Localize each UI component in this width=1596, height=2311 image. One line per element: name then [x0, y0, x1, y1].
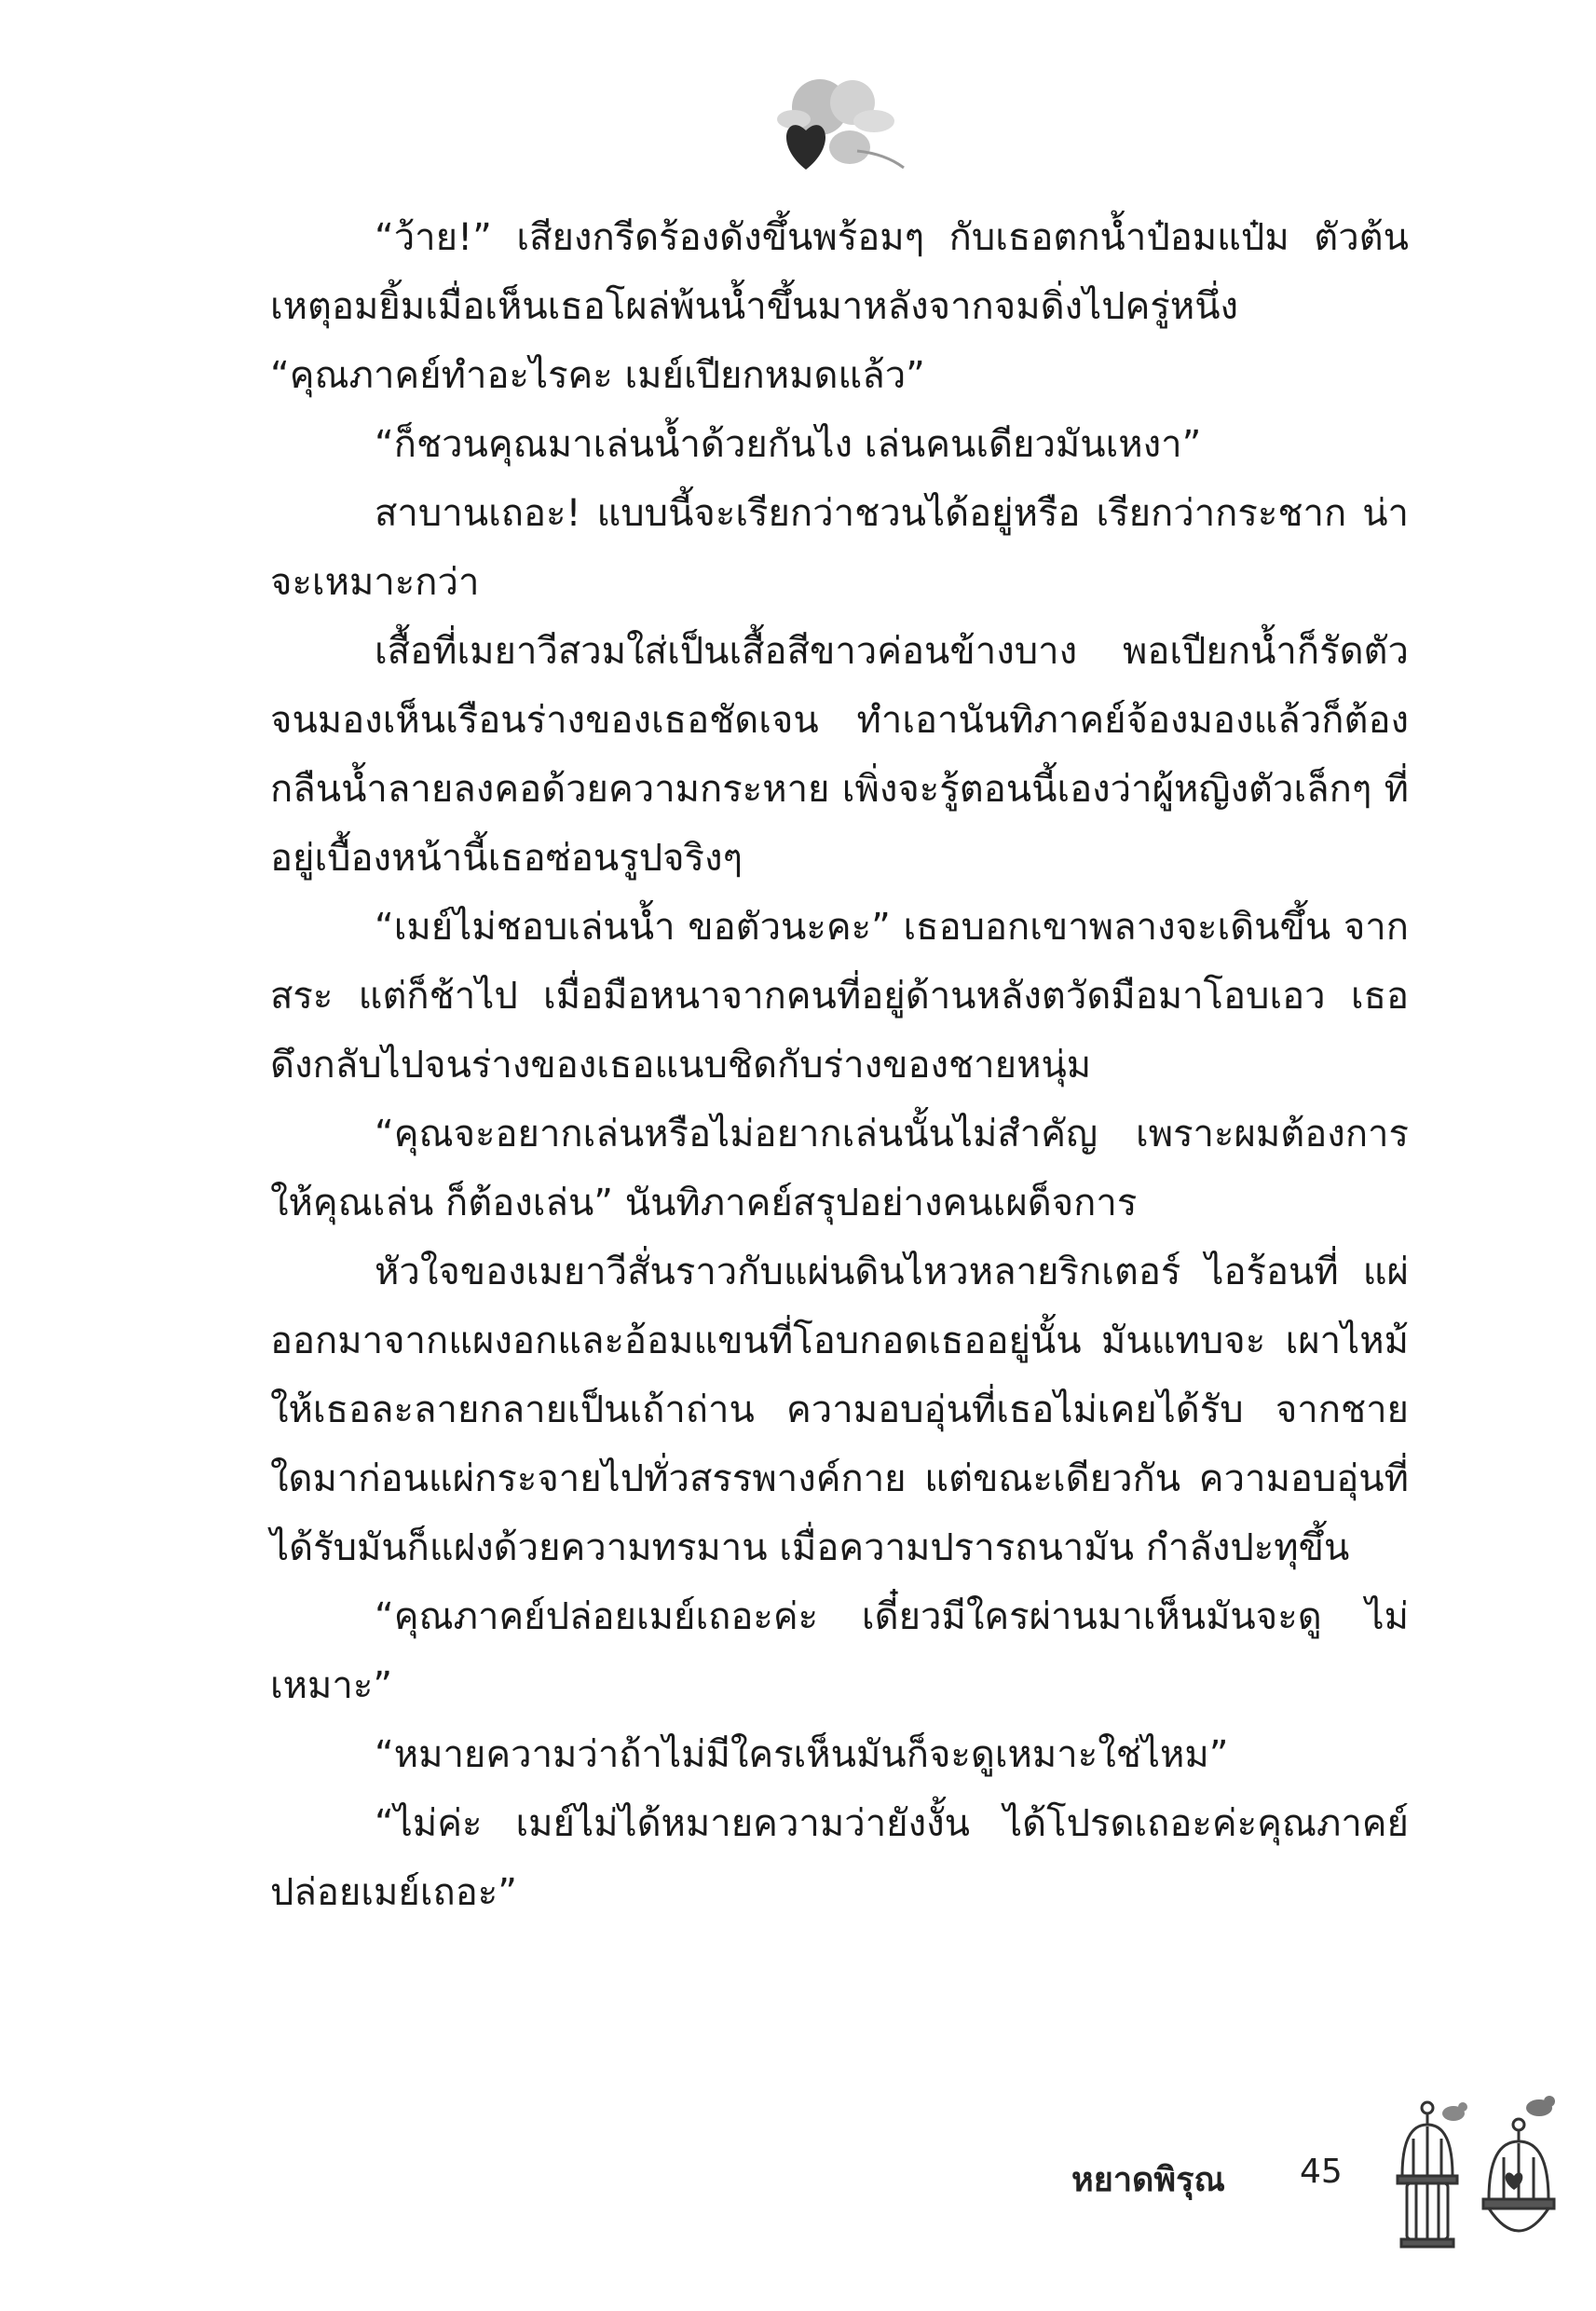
paragraph: “ก็ชวนคุณมาเล่นน้ำด้วยกันไง เล่นคนเดียวมันเหงา”: [375, 423, 1202, 466]
cherub-with-heart-icon: [764, 65, 913, 177]
page-number: 45: [1300, 2153, 1343, 2191]
page-text: [270, 203, 1409, 1927]
paragraph: “ไม่ค่ะ เมย์ไม่ได้หมายความว่ายังงั้น ได้โปรดเถอะค่ะคุณภาคย์ ปล่อยเมย์เถอะ”: [270, 1802, 1409, 1914]
paragraph: “คุณจะอยากเล่นหรือไม่อยากเล่นนั้นไม่สำคัญ เพราะผมต้องการ ให้คุณเล่น ก็ต้องเล่น” นันทิภาคย์สรุปอย่างคนเผด็จการ: [270, 1113, 1409, 1224]
paragraph: “หมายความว่าถ้าไม่มีใครเห็นมันก็จะดูเหมาะใช่ไหม”: [375, 1733, 1229, 1776]
paragraph: หัวใจของเมยาวีสั่นราวกับแผ่นดินไหวหลายริกเตอร์ ไอร้อนที่ แผ่ออกมาจากแผงอกและอ้อมแขนที่โอบกอดเธออยู่นั้น มันแทบจะ เผาไหม้ให้เธอละลายกลายเป็นเถ้าถ่าน ความอบอุ่นที่เธอไม่เคยได้รับ จากชายใดมาก่อนแผ่กระจายไปทั่วสรรพางค์กาย แต่ขณะเดียวกัน ความอบอุ่นที่ได้รับมันก็แฝงด้วยความทรมาน เมื่อความปรารถนามัน กำลังปะทุขึ้น: [270, 1251, 1409, 1569]
birdcage-icon: [1388, 2087, 1575, 2255]
paragraph: เสื้อที่เมยาวีสวมใส่เป็นเสื้อสีขาวค่อนข้างบาง พอเปียกน้ำก็รัดตัว จนมองเห็นเรือนร่างของเธอชัดเจน ทำเอานันทิภาคย์จ้องมองแล้วก็ต้อง กลืนน้ำลายลงคอด้วยความกระหาย เพิ่งจะรู้ตอนนี้เองว่าผู้หญิงตัวเล็กๆ ที่อยู่เบื้องหน้านี้เธอซ่อนรูปจริงๆ: [270, 630, 1409, 880]
paragraph: สาบานเถอะ! แบบนี้จะเรียกว่าชวนได้อยู่หรือ เรียกว่ากระชาก น่าจะเหมาะกว่า: [270, 492, 1409, 604]
paragraph: “เมย์ไม่ชอบเล่นน้ำ ขอตัวนะคะ” เธอบอกเขาพลางจะเดินขึ้น จากสระ แต่ก็ช้าไป เมื่อมือหนาจากคนที่อยู่ด้านหลังตวัดมือมาโอบเอว เธอดึงกลับไปจนร่างของเธอแนบชิดกับร่างของชายหนุ่ม: [270, 906, 1409, 1087]
book-title: หยาดพิรุณ: [1071, 2161, 1225, 2199]
paragraph: “คุณภาคย์ปล่อยเมย์เถอะค่ะ เดี๋ยวมีใครผ่านมาเห็นมันจะดู ไม่เหมาะ”: [270, 1595, 1409, 1707]
paragraph: “ว้าย!” เสียงกรีดร้องดังขึ้นพร้อมๆ กับเธอตกน้ำป๋อมแป๋ม ตัวต้นเหตุอมยิ้มเมื่อเห็นเธอโผล่พ้นน้ำขึ้นมาหลังจากจมดิ่งไปครู่หนึ่ง: [270, 216, 1409, 328]
paragraph: “คุณภาคย์ทำอะไรคะ เมย์เปียกหมดแล้ว”: [270, 354, 925, 397]
